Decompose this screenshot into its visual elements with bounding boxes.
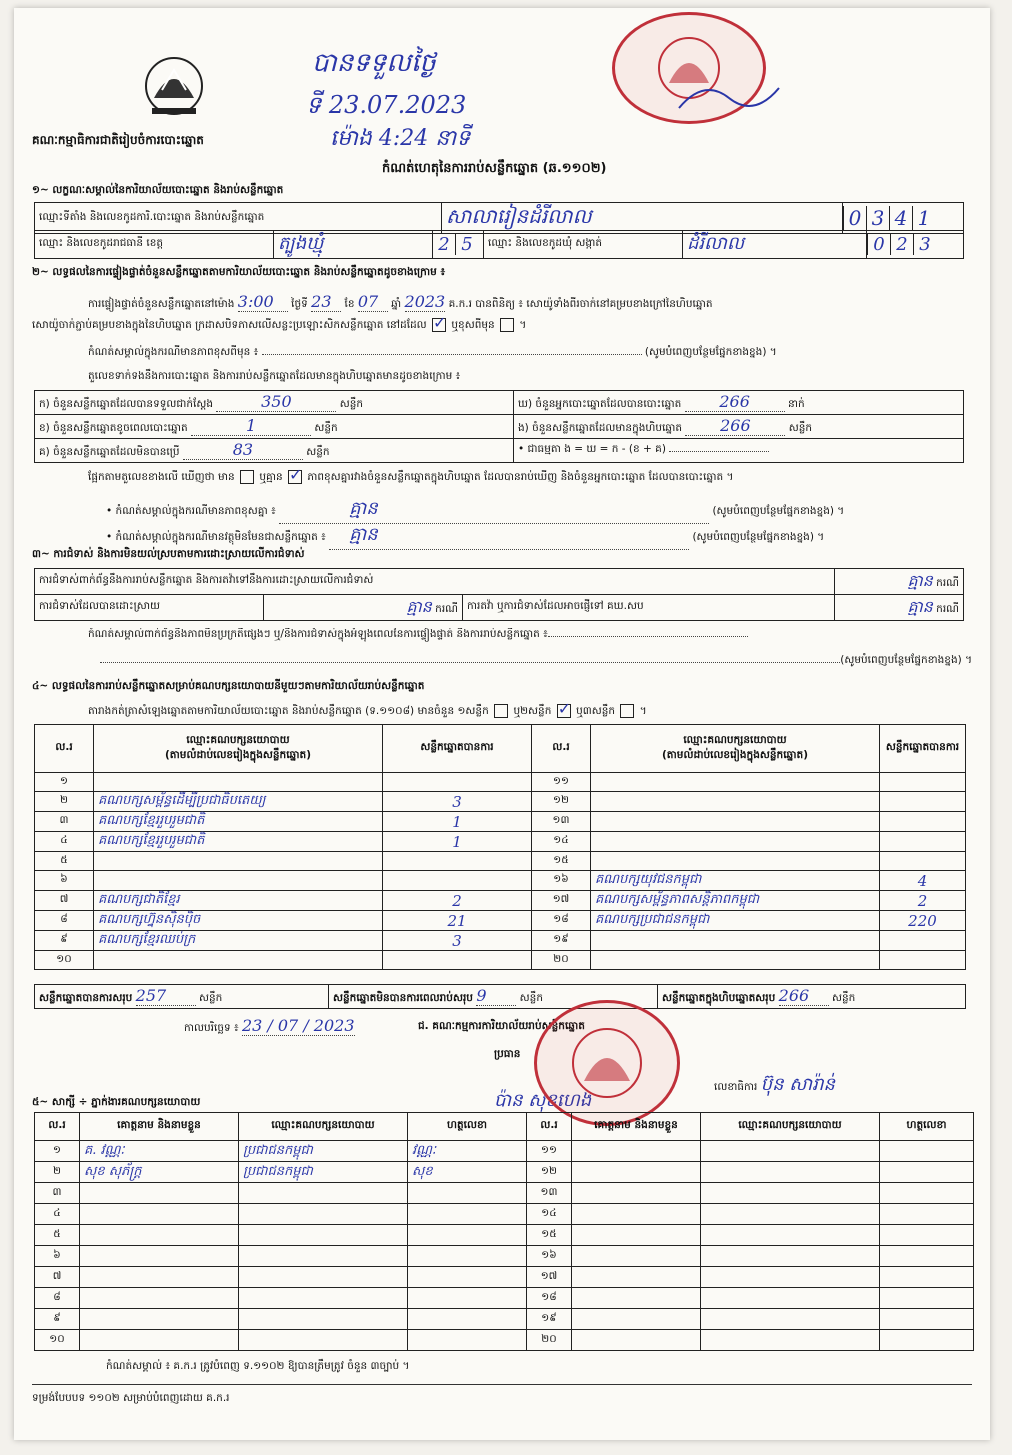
s5-party: ប្រជាជនកម្ពុជា bbox=[239, 1162, 408, 1183]
s5-sign bbox=[880, 1141, 974, 1162]
s4-no: ២ bbox=[35, 792, 94, 812]
s4-no: ១០ bbox=[35, 951, 94, 970]
s4-no: ១៨ bbox=[532, 911, 591, 931]
s1-row2-value2: ដំរីលាល bbox=[683, 231, 867, 259]
s1-row2-code: 2 5 bbox=[433, 231, 484, 259]
s2-left-cell: ខ) ចំនួនសន្លឹកឆ្នោតខូចពេលបោះឆ្នោត 1 សន្លឹក bbox=[35, 415, 514, 439]
s5-name bbox=[572, 1309, 701, 1330]
s5-witness-row bbox=[35, 1330, 974, 1351]
s3-row1-label: ការជំទាស់ពាក់ព័ន្ធនឹងការរាប់សន្លឹកឆ្នោត និងការតវ៉ាទៅនឹងការដោះស្រាយលើការជំទាស់ bbox=[35, 569, 835, 595]
emblem-logo bbox=[138, 50, 210, 130]
s4-result-row bbox=[35, 951, 966, 970]
s4-party bbox=[94, 871, 383, 891]
s1-row1-value: សាលារៀនដំរីលាល bbox=[442, 203, 843, 234]
s5-name bbox=[572, 1246, 701, 1267]
s5-party bbox=[701, 1183, 880, 1204]
s5-party bbox=[701, 1141, 880, 1162]
s4-no: ២០ bbox=[532, 951, 591, 970]
s4-no: ៣ bbox=[35, 812, 94, 832]
s4-votes: 4 bbox=[880, 871, 966, 891]
s4-col-party-right: ឈ្មោះគណបក្សនយោបាយ (តាមលំដាប់លេខរៀងក្នុងសន្លឹកឆ្នោត) bbox=[591, 725, 880, 773]
s4-result-row bbox=[35, 931, 966, 951]
s2-left-cell: គ) ចំនួនសន្លឹកឆ្នោតដែលមិនបានប្រើ 83 សន្លឹក bbox=[35, 439, 514, 463]
s4-no: ១៤ bbox=[532, 832, 591, 852]
signature-top bbox=[674, 78, 784, 122]
s4-party bbox=[94, 852, 383, 871]
s2-line4: តួលេខទាក់ទងនឹងការបោះឆ្នោត និងការរាប់សន្លឹកឆ្នោតដែលមានក្នុងហិបឆ្នោតមានដូចខាងក្រោម ៖ bbox=[88, 370, 461, 382]
s4-result-row bbox=[35, 852, 966, 871]
s4-committee: ជ. គណៈកម្មការការិយាល័យរាប់សន្លឹកឆ្នោត bbox=[418, 1020, 585, 1032]
s5-name bbox=[572, 1141, 701, 1162]
s2-line2: សោយ៉ូចាក់ភ្ជាប់គម្របខាងក្នុងនៃហិបឆ្នោត ក្រដាសបិទភាសលើសន្លះប្រឡោះសិកសន្លឹកឆ្នោត នៅដដែល ✓ ឬខុសពីមុន ។ bbox=[32, 318, 526, 334]
s2-note1: • កំណត់សម្គាល់ក្នុងករណីមានភាពខុសគ្នា ៖ គ្មាន (សូមបំពេញបន្ថែមផ្នែកខាងខ្នង) ។ bbox=[106, 496, 966, 524]
s1-row2-label: ឈ្មោះ និងលេខកូដរាជធានី ខេត្ត bbox=[35, 231, 274, 259]
s4-party bbox=[94, 951, 383, 970]
s4-votes bbox=[880, 852, 966, 871]
s5-name bbox=[80, 1225, 239, 1246]
s5-party bbox=[239, 1225, 408, 1246]
s4-col-votes-left: សន្លឹកឆ្នោតបានការ bbox=[383, 725, 532, 773]
s4-no: ៩ bbox=[35, 931, 94, 951]
s4-party: គណបក្សសម្ព័ន្ធភាពសន្តិភាពកម្ពុជា bbox=[591, 891, 880, 911]
s4-party: គណបក្សជាតិខ្មែរ bbox=[94, 891, 383, 911]
s5-no: ១៦ bbox=[527, 1246, 572, 1267]
s5-sign bbox=[880, 1162, 974, 1183]
s4-party: គណបក្សហ្វ៊ុនស៊ិនប៉ិច bbox=[94, 911, 383, 931]
s4-votes bbox=[880, 832, 966, 852]
s2-right-cell: • ជាធម្មតា ង = ឃ = ក - (ខ + គ) bbox=[514, 439, 964, 463]
s4-votes: 3 bbox=[383, 792, 532, 812]
s5-col-sign-left: ហត្ថលេខា bbox=[408, 1113, 527, 1141]
s5-party bbox=[701, 1204, 880, 1225]
s5-sign bbox=[408, 1183, 527, 1204]
s4-no: ៦ bbox=[35, 871, 94, 891]
s4-party bbox=[591, 773, 880, 792]
s5-sign bbox=[880, 1183, 974, 1204]
s5-sign: វណ្ណៈ bbox=[408, 1141, 527, 1162]
s5-no: ១១ bbox=[527, 1141, 572, 1162]
s4-party: គណបក្សសម្ព័ន្ធដើម្បីប្រជាធិបតេយ្យ bbox=[94, 792, 383, 812]
s5-sign bbox=[408, 1288, 527, 1309]
s5-sign bbox=[880, 1288, 974, 1309]
s4-result-row bbox=[35, 812, 966, 832]
s2-line3: កំណត់សម្គាល់ក្នុងករណីមានភាពខុសពីមុន ៖ (សូមបំពេញបន្ថែមផ្នែកខាងខ្នង) ។ bbox=[88, 346, 777, 358]
s5-name bbox=[572, 1162, 701, 1183]
s5-witness-row bbox=[35, 1225, 974, 1246]
s5-sign bbox=[880, 1246, 974, 1267]
s5-party bbox=[239, 1330, 408, 1351]
s5-no: ១០ bbox=[35, 1330, 80, 1351]
s2-right-cell: ង) ចំនួនសន្លឹកឆ្នោតដែលមានក្នុងហិបឆ្នោត 266 សន្លឹក bbox=[514, 415, 964, 439]
s5-sign bbox=[408, 1204, 527, 1225]
s4-no: ៥ bbox=[35, 852, 94, 871]
s4-votes bbox=[880, 773, 966, 792]
s5-party bbox=[701, 1267, 880, 1288]
received-note: បានទទួលថ្ងៃ bbox=[312, 48, 436, 78]
s4-no: ១៩ bbox=[532, 931, 591, 951]
s5-witness-row bbox=[35, 1183, 974, 1204]
s5-no: ៩ bbox=[35, 1309, 80, 1330]
s4-date: កាលបរិច្ឆេទ ៖ 23 / 07 / 2023 bbox=[184, 1016, 355, 1035]
s5-no: ១៣ bbox=[527, 1183, 572, 1204]
s4-votes bbox=[383, 951, 532, 970]
s5-witness-row bbox=[35, 1162, 974, 1183]
s4-votes bbox=[880, 812, 966, 832]
s5-witness-table bbox=[34, 1112, 974, 1351]
s5-col-name-right: គោត្តនាម និងនាមខ្លួន bbox=[572, 1113, 701, 1141]
s3-row2-value: គ្មាន ករណី bbox=[264, 595, 463, 621]
form-sheet bbox=[14, 8, 990, 1440]
s3-note-line: (សូមបំពេញបន្ថែមផ្នែកខាងខ្នង) ។ bbox=[32, 654, 972, 669]
s5-sign bbox=[880, 1309, 974, 1330]
s5-no: ១២ bbox=[527, 1162, 572, 1183]
s5-col-no-left: ល.រ bbox=[35, 1113, 80, 1141]
s2-figure-row bbox=[35, 391, 964, 415]
s5-name bbox=[572, 1225, 701, 1246]
s5-witness-row bbox=[35, 1309, 974, 1330]
s5-col-no-right: ល.រ bbox=[527, 1113, 572, 1141]
form-title: កំណត់ហេតុនៃការរាប់សន្លឹកឆ្នោត (ឆ.១១០២) bbox=[382, 161, 607, 176]
s5-sign: សុខ bbox=[408, 1162, 527, 1183]
s5-witness-row bbox=[35, 1288, 974, 1309]
changed-checkbox[interactable] bbox=[500, 318, 514, 332]
s5-no: ១ bbox=[35, 1141, 80, 1162]
s5-sign bbox=[408, 1246, 527, 1267]
section1-table-row2 bbox=[34, 230, 964, 259]
s4-party bbox=[591, 812, 880, 832]
s5-party bbox=[701, 1288, 880, 1309]
s2-figure-row bbox=[35, 439, 964, 463]
s4-party bbox=[591, 852, 880, 871]
s3-note: កំណត់សម្គាល់ពាក់ព័ន្ធនឹងភាពមិនប្រក្រតីផ្សេងៗ ឬ/និងការជំទាស់ក្នុងអំឡុងពេលនៃការផ្ទៀងផ្ទាត់ និងការរាប់សន្លឹកឆ្នោត ៖ bbox=[88, 628, 968, 643]
s4-result-row bbox=[35, 832, 966, 852]
s5-sign bbox=[408, 1330, 527, 1351]
unchanged-checkbox[interactable] bbox=[432, 318, 446, 332]
s4-intro: តារាងកត់ត្រាសំឡេងឆ្នោតតាមការិយាល័យបោះឆ្នោត និងរាប់សន្លឹកឆ្នោត (ទ.១១០៨) មានចំនួន ១សន្លឹក ឬ២សន្លឹក ✓ ឬ៣សន្លឹក ។ bbox=[88, 704, 647, 720]
s4-no: ៧ bbox=[35, 891, 94, 911]
s5-name bbox=[80, 1204, 239, 1225]
s3-row2-label2: ការតវ៉ា ឬការជំទាស់ដែលអាចផ្ញើទៅ គឃ.សប bbox=[463, 595, 835, 621]
s5-no: ២០ bbox=[527, 1330, 572, 1351]
s4-no: ១៧ bbox=[532, 891, 591, 911]
s2-figure-row bbox=[35, 415, 964, 439]
s2-note2: • កំណត់សម្គាល់ក្នុងករណីមានវត្ថុមិនមែនជាសន្លឹកឆ្នោត ៖ គ្មាន (សូមបំពេញបន្ថែមផ្នែកខាងខ្នង) ។ bbox=[106, 522, 966, 550]
s5-name bbox=[80, 1330, 239, 1351]
s5-no: ៨ bbox=[35, 1288, 80, 1309]
s4-votes: 2 bbox=[383, 891, 532, 911]
s5-party bbox=[239, 1288, 408, 1309]
s5-no: ១៥ bbox=[527, 1225, 572, 1246]
s5-sign bbox=[880, 1267, 974, 1288]
s5-name bbox=[572, 1288, 701, 1309]
s4-total-box: សន្លឹកឆ្នោតក្នុងហិបឆ្នោតសរុប 266 សន្លឹក bbox=[658, 985, 966, 1009]
s4-result-row bbox=[35, 911, 966, 931]
received-time: ម៉ោង 4:24 នាទី bbox=[330, 126, 471, 151]
s4-chair-label: ប្រធាន bbox=[494, 1048, 521, 1060]
footer-divider bbox=[32, 1384, 972, 1385]
s4-votes bbox=[383, 871, 532, 891]
s5-name bbox=[80, 1267, 239, 1288]
s1-row2-value: ត្បូងឃ្មុំ bbox=[274, 231, 433, 259]
s4-result-row bbox=[35, 871, 966, 891]
three-sheets-checkbox[interactable] bbox=[620, 704, 634, 718]
s2-figures-table bbox=[34, 390, 964, 463]
s5-footnote: កំណត់សម្គាល់ ៖ គ.ក.រ ត្រូវបំពេញ ទ.១១០២ ឱ្យបានត្រឹមត្រូវ ចំនួន ៣ច្បាប់ ។ bbox=[106, 1360, 410, 1372]
s4-votes: 2 bbox=[880, 891, 966, 911]
s4-votes bbox=[383, 773, 532, 792]
one-sheet-checkbox[interactable] bbox=[494, 704, 508, 718]
s4-result-row bbox=[35, 792, 966, 812]
s4-party bbox=[591, 951, 880, 970]
s5-party bbox=[701, 1225, 880, 1246]
s4-no: ១ bbox=[35, 773, 94, 792]
s5-no: ៣ bbox=[35, 1183, 80, 1204]
s5-sign bbox=[880, 1330, 974, 1351]
s4-votes bbox=[880, 792, 966, 812]
s4-no: ១៥ bbox=[532, 852, 591, 871]
section1-title: ១~ លក្ខណៈសម្គាល់នៃការិយាល័យបោះឆ្នោត និងរាប់សន្លឹកឆ្នោត bbox=[32, 184, 284, 196]
s5-witness-row bbox=[35, 1246, 974, 1267]
s4-votes bbox=[383, 852, 532, 871]
s4-votes: 21 bbox=[383, 911, 532, 931]
s5-witness-row bbox=[35, 1204, 974, 1225]
s5-name bbox=[80, 1288, 239, 1309]
s5-no: ១៨ bbox=[527, 1288, 572, 1309]
s5-party bbox=[701, 1162, 880, 1183]
s4-no: ១៣ bbox=[532, 812, 591, 832]
s1-row2-label2: ឈ្មោះ និងលេខកូដឃុំ សង្កាត់ bbox=[484, 231, 683, 259]
s5-witness-row bbox=[35, 1141, 974, 1162]
s5-party bbox=[239, 1267, 408, 1288]
s5-name bbox=[80, 1246, 239, 1267]
s4-chair-name: ប៉ាន សុខហេង bbox=[494, 1090, 592, 1111]
s2-check-line: ផ្អែកតាមតួលេខខាងលើ ឃើញថា មាន ឬគ្មាន ✓ ភាពខុសគ្នារវាងចំនួនសន្លឹកឆ្នោតក្នុងហិបឆ្នោត ដែលបានរាប់ឃើញ និងចំនួនអ្នកបោះឆ្នោត ដែលបានបោះឆ្នោត ។ bbox=[88, 470, 733, 486]
s4-results-table bbox=[34, 724, 966, 970]
s4-result-row bbox=[35, 891, 966, 911]
s5-col-party-right: ឈ្មោះគណបក្សនយោបាយ bbox=[701, 1113, 880, 1141]
s5-name bbox=[572, 1330, 701, 1351]
s5-sign bbox=[408, 1309, 527, 1330]
s5-col-sign-right: ហត្ថលេខា bbox=[880, 1113, 974, 1141]
s5-col-name-left: គោត្តនាម និងនាមខ្លួន bbox=[80, 1113, 239, 1141]
org-name: គណៈកម្មាធិការជាតិរៀបចំការបោះឆ្នោត bbox=[32, 133, 204, 147]
s5-sign bbox=[880, 1225, 974, 1246]
two-sheets-checkbox[interactable] bbox=[557, 704, 571, 718]
s5-name bbox=[80, 1309, 239, 1330]
s3-row2-value2: គ្មាន ករណី bbox=[835, 595, 964, 621]
s5-name bbox=[572, 1204, 701, 1225]
received-date: ទី 23.07.2023 bbox=[306, 91, 467, 119]
s5-party bbox=[239, 1309, 408, 1330]
s5-party bbox=[239, 1183, 408, 1204]
s4-votes: 1 bbox=[383, 812, 532, 832]
s4-col-party-left: ឈ្មោះគណបក្សនយោបាយ (តាមលំដាប់លេខរៀងក្នុងសន្លឹកឆ្នោត) bbox=[94, 725, 383, 773]
s1-row2-code2: 0 2 3 bbox=[867, 231, 964, 259]
s4-party bbox=[591, 931, 880, 951]
footer-text: ទម្រង់បែបបទ ១១០២ សម្រាប់បំពេញដោយ គ.ក.រ bbox=[32, 1392, 230, 1404]
section5-title: ៥~ សាក្សី ÷ ភ្នាក់ងារគណបក្សនយោបាយ bbox=[32, 1096, 201, 1108]
no-difference-checkbox[interactable] bbox=[288, 470, 302, 484]
s4-col-no-left: ល.រ bbox=[35, 725, 94, 773]
s4-total-invalid: សន្លឹកឆ្នោតមិនបានការពេលរាប់សរុប 9 សន្លឹក bbox=[329, 985, 658, 1009]
section4-title: ៤~ លទ្ធផលនៃការរាប់សន្លឹកឆ្នោតសម្រាប់គណបក្សនយោបាយនីមួយៗតាមការិយាល័យរាប់សន្លឹកឆ្នោត bbox=[32, 680, 425, 692]
s5-no: ៧ bbox=[35, 1267, 80, 1288]
s5-party bbox=[239, 1204, 408, 1225]
s5-name: សុខ សុភ័ក្ត្រ bbox=[80, 1162, 239, 1183]
s5-party bbox=[239, 1246, 408, 1267]
s5-no: ១៧ bbox=[527, 1267, 572, 1288]
official-stamp-bottom bbox=[534, 1000, 680, 1126]
s4-no: ៤ bbox=[35, 832, 94, 852]
s4-result-row bbox=[35, 773, 966, 792]
s5-witness-row bbox=[35, 1267, 974, 1288]
s4-secretary: លេខាធិការ ប៊ុន សារ៉ាន់ bbox=[714, 1074, 835, 1095]
s2-left-cell: ក) ចំនួនសន្លឹកឆ្នោតដែលបានទទួលជាក់ស្តែង 350 សន្លឹក bbox=[35, 391, 514, 415]
s4-totals bbox=[34, 984, 966, 1009]
s4-party bbox=[591, 832, 880, 852]
section3-title: ៣~ ការជំទាស់ និងការមិនយល់ស្របតាមការដោះស្រាយលើការជំទាស់ bbox=[32, 548, 305, 560]
s4-no: ៨ bbox=[35, 911, 94, 931]
s5-name bbox=[80, 1183, 239, 1204]
s5-name bbox=[572, 1267, 701, 1288]
s2-right-cell: ឃ) ចំនួនអ្នកបោះឆ្នោតដែលបានបោះឆ្នោត 266 នាក់ bbox=[514, 391, 964, 415]
s5-col-party-left: ឈ្មោះគណបក្សនយោបាយ bbox=[239, 1113, 408, 1141]
s5-party bbox=[701, 1330, 880, 1351]
section2-title: ២~ លទ្ធផលនៃការផ្ទៀងផ្ទាត់ចំនួនសន្លឹកឆ្នោតតាមការិយាល័យបោះឆ្នោត និងរាប់សន្លឹកឆ្នោតដូចខាងក្រោម ៖ bbox=[32, 266, 446, 278]
s4-party: គណបក្សខ្មែររួបរួមជាតិ bbox=[94, 812, 383, 832]
s1-row1-code: 0 3 4 1 bbox=[843, 203, 964, 234]
s5-no: ២ bbox=[35, 1162, 80, 1183]
s3-row1-value: គ្មាន ករណី bbox=[835, 569, 964, 595]
s4-party: គណបក្សខ្មែរឈប់ក្រ bbox=[94, 931, 383, 951]
s4-votes: 220 bbox=[880, 911, 966, 931]
s5-no: ៥ bbox=[35, 1225, 80, 1246]
s5-no: ៤ bbox=[35, 1204, 80, 1225]
s4-votes: 3 bbox=[383, 931, 532, 951]
s4-col-votes-right: សន្លឹកឆ្នោតបានការ bbox=[880, 725, 966, 773]
s3-row2-label: ការជំទាស់ដែលបានដោះស្រាយ bbox=[35, 595, 264, 621]
s4-party bbox=[94, 773, 383, 792]
s5-name bbox=[572, 1183, 701, 1204]
s4-total-valid: សន្លឹកឆ្នោតបានការសរុប 257 សន្លឹក bbox=[35, 985, 329, 1009]
s4-party: គណបក្សខ្មែររួបរួមជាតិ bbox=[94, 832, 383, 852]
s1-row1-label: ឈ្មោះទីតាំង និងលេខកូដការិ.បោះឆ្នោត និងរាប់សន្លឹកឆ្នោត bbox=[35, 203, 442, 234]
s4-votes bbox=[880, 951, 966, 970]
s5-party bbox=[701, 1246, 880, 1267]
s5-sign bbox=[408, 1225, 527, 1246]
s4-no: ១១ bbox=[532, 773, 591, 792]
s4-no: ១២ bbox=[532, 792, 591, 812]
s5-party bbox=[701, 1309, 880, 1330]
s3-table bbox=[34, 568, 964, 621]
s4-votes bbox=[880, 931, 966, 951]
s4-party: គណបក្សយុវជនកម្ពុជា bbox=[591, 871, 880, 891]
s4-col-no-right: ល.រ bbox=[532, 725, 591, 773]
s5-sign bbox=[880, 1204, 974, 1225]
s4-no: ១៦ bbox=[532, 871, 591, 891]
s5-no: ១៤ bbox=[527, 1204, 572, 1225]
s4-party bbox=[591, 792, 880, 812]
s5-name: គ. វណ្ណៈ bbox=[80, 1141, 239, 1162]
s4-party: គណបក្សប្រជាជនកម្ពុជា bbox=[591, 911, 880, 931]
s5-sign bbox=[408, 1267, 527, 1288]
s4-votes: 1 bbox=[383, 832, 532, 852]
s5-no: ៦ bbox=[35, 1246, 80, 1267]
s5-party: ប្រជាជនកម្ពុជា bbox=[239, 1141, 408, 1162]
s5-no: ១៩ bbox=[527, 1309, 572, 1330]
s2-line1: ការផ្ទៀងផ្ទាត់ចំនួនសន្លឹកឆ្នោតនៅម៉ោង 3:00 ថ្ងៃទី 23 ខែ 07 ឆ្នាំ 2023 គ.ក.រ បានពិនិត្យ ៖ សោយ៉ូទាំងពីរចាក់នៅគម្របខាងក្រៅនៃហិបឆ្នោត bbox=[88, 292, 713, 311]
has-difference-checkbox[interactable] bbox=[240, 470, 254, 484]
